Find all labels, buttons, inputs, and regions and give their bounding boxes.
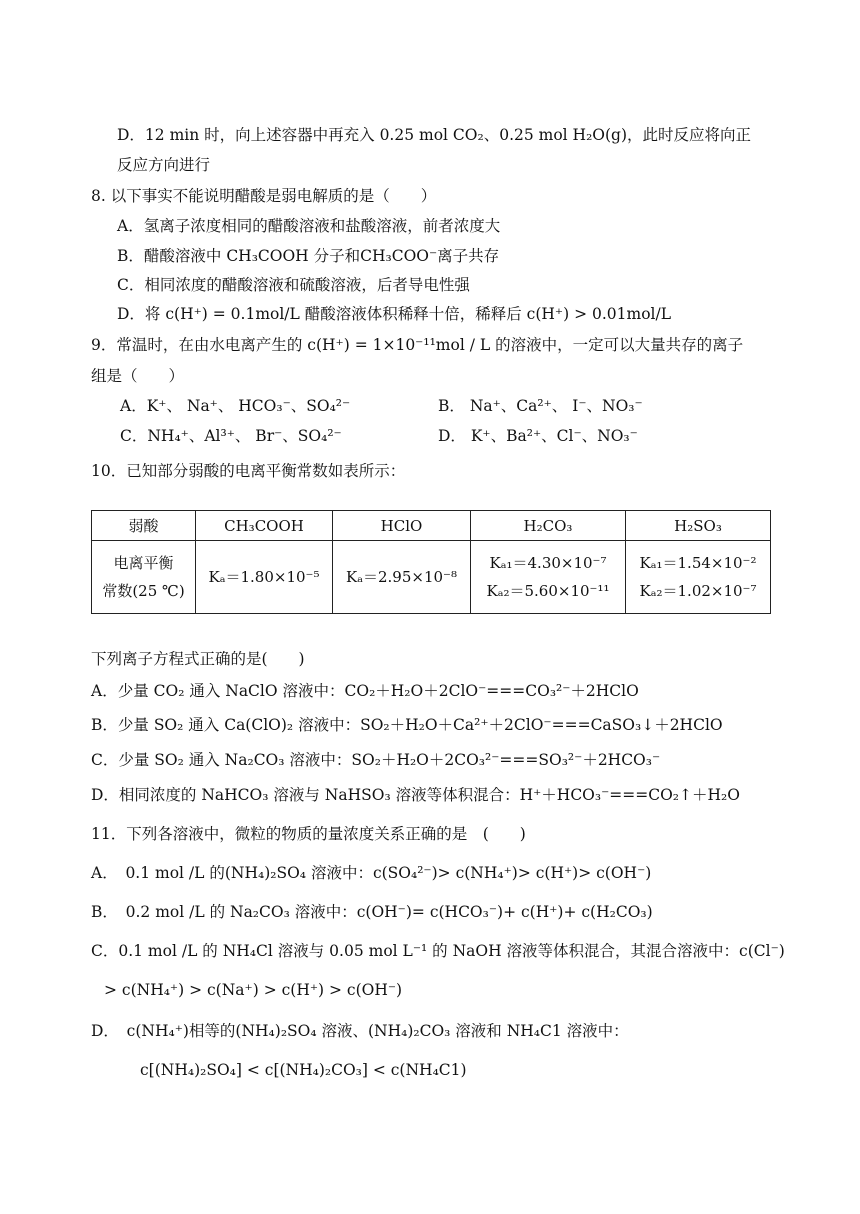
question-10: 10．已知部分弱酸的电离平衡常数如表所示： xyxy=(91,462,406,480)
option-11b: B． 0.2 mol /L 的 Na₂CO₃ 溶液中：c(OH⁻)= c(HCO₃⁻)+ c(H⁺)+ c(H₂CO₃) xyxy=(91,903,653,921)
option-8c: C．相同浓度的醋酸溶液和硫酸溶液，后者导电性强 xyxy=(117,276,470,294)
option-11d: D． c(NH₄⁺)相等的(NH₄)₂SO₄ 溶液、(NH₄)₂CO₃ 溶液和 NH₄C1 溶液中： xyxy=(91,1022,629,1040)
option-11c-cont: > c(NH₄⁺) > c(Na⁺) > c(H⁺) > c(OH⁻) xyxy=(104,981,403,999)
question-11: 11．下列各溶液中，微粒的物质的量浓度关系正确的是 ( ) xyxy=(91,825,526,843)
option-7d-line1: D．12 min 时，向上述容器中再充入 0.25 mol CO₂、0.25 mol H₂O(g)，此时反应将向正 xyxy=(117,126,752,144)
h2so3-ka2: Kₐ₂＝1.02×10⁻⁷ xyxy=(639,582,757,600)
question-10-stem: 下列离子方程式正确的是( ) xyxy=(91,650,305,668)
option-8b: B．醋酸溶液中 CH₃COOH 分子和CH₃COO⁻离子共存 xyxy=(117,247,500,265)
option-10c: C．少量 SO₂ 通入 Na₂CO₃ 溶液中：SO₂＋H₂O＋2CO₃²⁻===SO₃²⁻＋2HCO₃⁻ xyxy=(91,751,661,769)
option-10b: B．少量 SO₂ 通入 Ca(ClO)₂ 溶液中：SO₂＋H₂O＋Ca²⁺＋2ClO⁻===CaSO₃↓＋2HClO xyxy=(91,716,723,734)
option-10d: D．相同浓度的 NaHCO₃ 溶液与 NaHSO₃ 溶液等体积混合：H⁺＋HCO₃⁻===CO₂↑＋H₂O xyxy=(91,786,740,804)
hclo-ka-cell: Kₐ＝2.95×10⁻⁸ xyxy=(333,541,471,614)
option-8a: A．氢离子浓度相同的醋酸溶液和盐酸溶液，前者浓度大 xyxy=(117,217,501,235)
table-header-cell: H₂CO₃ xyxy=(471,511,626,541)
table-header-cell: 弱酸 xyxy=(92,511,196,541)
table-row xyxy=(92,541,771,614)
option-8d: D．将 c(H⁺) = 0.1mol/L 醋酸溶液体积稀释十倍，稀释后 c(H⁺) > 0.01mol/L xyxy=(117,305,672,323)
h2so3-ka-cell xyxy=(626,541,771,614)
option-10a: A．少量 CO₂ 通入 NaClO 溶液中：CO₂＋H₂O＋2ClO⁻===CO₃²⁻＋2HClO xyxy=(91,682,639,700)
row-label-line1: 电离平衡 xyxy=(113,554,174,572)
question-8: 8. 以下事实不能说明醋酸是弱电解质的是（ ） xyxy=(91,187,437,205)
ch3cooh-ka-cell: Kₐ＝1.80×10⁻⁵ xyxy=(196,541,333,614)
option-9c: C．NH₄⁺、Al³⁺、 Br⁻、SO₄²⁻ xyxy=(120,427,342,445)
table-header-cell: H₂SO₃ xyxy=(626,511,771,541)
h2co3-ka1: Kₐ₁＝4.30×10⁻⁷ xyxy=(489,554,607,572)
option-11c: C．0.1 mol /L 的 NH₄Cl 溶液与 0.05 mol L⁻¹ 的 NaOH 溶液等体积混合，其混合溶液中：c(Cl⁻) xyxy=(91,942,785,960)
row-label-cell xyxy=(92,541,196,614)
table-header-row xyxy=(92,511,771,541)
option-9d: D． K⁺、Ba²⁺、Cl⁻、NO₃⁻ xyxy=(438,427,638,445)
h2co3-ka-cell xyxy=(471,541,626,614)
table-header-cell: CH₃COOH xyxy=(196,511,333,541)
h2so3-ka1: Kₐ₁＝1.54×10⁻² xyxy=(639,554,757,572)
h2co3-ka2: Kₐ₂＝5.60×10⁻¹¹ xyxy=(486,582,610,600)
question-9: 9．常温时，在由水电离产生的 c(H⁺) = 1×10⁻¹¹mol / L 的溶液中，一定可以大量共存的离子 xyxy=(91,336,744,354)
question-9-cont: 组是（ ） xyxy=(91,367,185,385)
option-11d-cont: c[(NH₄)₂SO₄] < c[(NH₄)₂CO₃] < c(NH₄C1) xyxy=(140,1061,467,1079)
option-7d-line2: 反应方向进行 xyxy=(117,156,211,174)
row-label-line2: 常数(25 ℃) xyxy=(102,582,185,600)
option-9b: B． Na⁺、Ca²⁺、 I⁻、NO₃⁻ xyxy=(438,397,643,415)
option-11a: A． 0.1 mol /L 的(NH₄)₂SO₄ 溶液中：c(SO₄²⁻)> c(NH₄⁺)> c(H⁺)> c(OH⁻) xyxy=(91,864,652,882)
table-header-cell: HClO xyxy=(333,511,471,541)
ionization-constant-table xyxy=(91,510,771,614)
option-9a: A．K⁺、 Na⁺、 HCO₃⁻、SO₄²⁻ xyxy=(120,397,351,415)
